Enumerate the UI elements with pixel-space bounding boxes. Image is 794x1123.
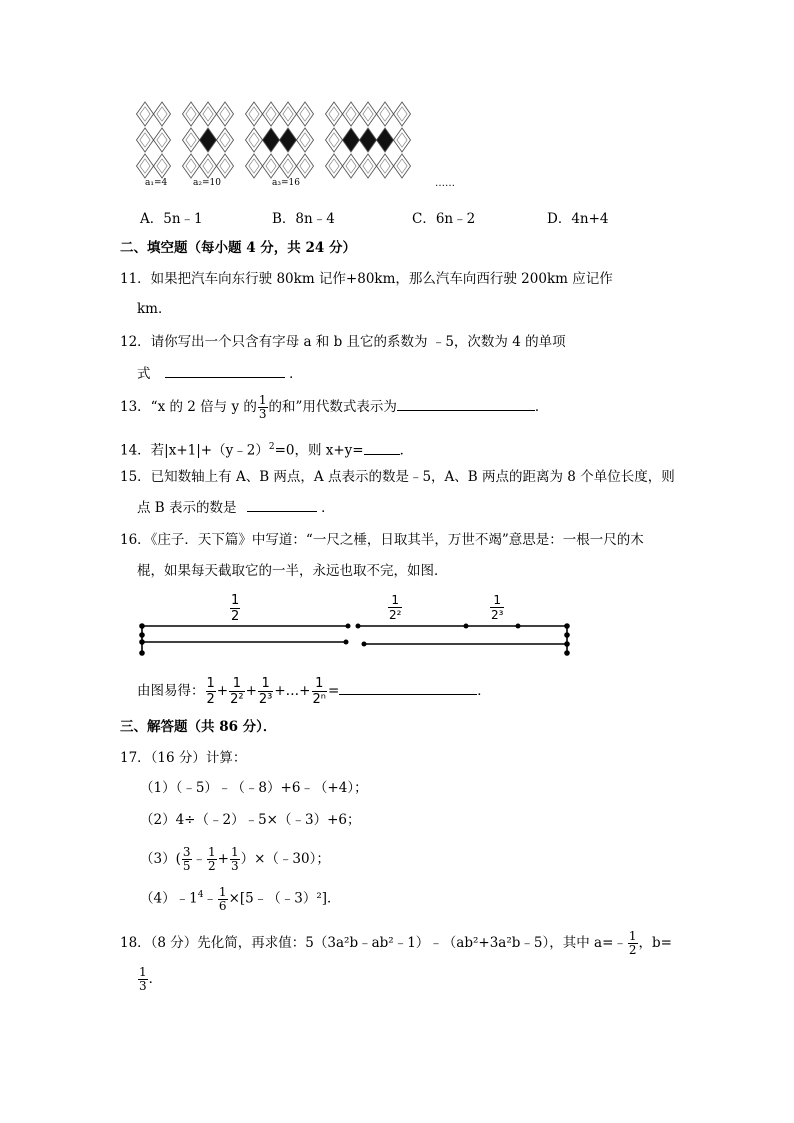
formula-suffix: ． bbox=[477, 683, 491, 699]
stick-dot bbox=[139, 639, 145, 645]
light-diamond bbox=[217, 128, 234, 152]
q18-a-frac: $\frac{1}{2}$ bbox=[628, 929, 637, 957]
q18-b-text: ，b= bbox=[638, 935, 672, 951]
q16-line2: 棍，如果每天截取它的一半，永远也取不完，如图． bbox=[137, 563, 448, 579]
option-d: D．4n+4 bbox=[547, 211, 609, 227]
q13-line bbox=[120, 394, 548, 421]
dark-diamond bbox=[200, 128, 217, 152]
q18-text: 18．（8 分）先化简，再求值：5（3a²b﹣ab²﹣1）﹣（ab²+3a²b﹣5），其中 a=﹣ bbox=[120, 935, 627, 951]
light-diamond bbox=[217, 102, 234, 126]
q17-part2: （2）4÷（﹣2）﹣5×（﹣3）+6； bbox=[140, 812, 361, 828]
seg-label-half: $\frac{1}{2}$ bbox=[231, 593, 240, 624]
light-diamond bbox=[297, 154, 314, 178]
light-diamond bbox=[377, 102, 394, 126]
option-c: C．6n﹣2 bbox=[412, 211, 476, 227]
light-diamond bbox=[280, 154, 297, 178]
light-diamond bbox=[217, 154, 234, 178]
pattern-ellipsis: …… bbox=[435, 178, 455, 189]
light-diamond bbox=[297, 102, 314, 126]
stick-dot bbox=[346, 624, 351, 629]
light-diamond bbox=[137, 102, 154, 126]
q17-p3-prefix: （3）( bbox=[140, 851, 181, 867]
pattern-label-a2: a₂=10 bbox=[193, 178, 221, 188]
formula-term-n: $\frac{1}{\text{2ⁿ}}$ bbox=[312, 676, 326, 707]
option-b: B．8n﹣4 bbox=[272, 211, 335, 227]
light-diamond bbox=[343, 154, 360, 178]
q17-p3-frac2: $\frac{1}{2}$ bbox=[208, 845, 216, 873]
q17-p4-suffix: ×[5﹣（﹣3）²]． bbox=[228, 890, 341, 907]
q17-title: 17．（16 分）计算： bbox=[120, 750, 247, 766]
light-diamond bbox=[137, 154, 154, 178]
stick-dot bbox=[344, 640, 349, 645]
q16-answer-blank[interactable] bbox=[339, 682, 477, 695]
q15-line1: 15．已知数轴上有 A、B 两点，A 点表示的数是﹣5，A、B 两点的距离为 8 个单位长度，则 bbox=[120, 469, 675, 485]
q12-suffix: ． bbox=[289, 366, 303, 382]
q15-line2 bbox=[137, 498, 335, 518]
light-diamond bbox=[154, 154, 171, 178]
light-diamond bbox=[200, 102, 217, 126]
light-diamond bbox=[394, 102, 411, 126]
q11-line1: 11．如果把汽车向东行驶 80km 记作+80km，那么汽车向西行驶 200km 应记作 bbox=[120, 271, 613, 287]
stick-dot bbox=[139, 623, 145, 629]
formula-term-3: $\frac{1}{\text{2³}}$ bbox=[258, 676, 273, 707]
q14-line bbox=[120, 437, 413, 461]
stick-dot bbox=[362, 642, 367, 647]
light-diamond bbox=[137, 128, 154, 152]
light-diamond bbox=[263, 102, 280, 126]
q16-formula: 由图易得： $\frac{1}{2}$ + $\frac{1}{\text{2²}}$ + $\frac{1}{\text{2³}}$ +…+ $\frac{1}{\text{2ⁿ}}$ = ． bbox=[137, 676, 491, 707]
q14-prefix: 14．若|x+1|+（y﹣2） bbox=[120, 442, 269, 459]
q17-part3: （3）( $\frac{3}{5}$ ﹣ $\frac{1}{2}$ + $\frac{1}{3}$ ）×（﹣30）； bbox=[140, 845, 330, 873]
q18-line2 bbox=[137, 962, 162, 996]
formula-dots: +…+ bbox=[274, 683, 311, 699]
q18-end: ． bbox=[148, 971, 163, 987]
stick-dot bbox=[464, 624, 469, 629]
q14-exponent: 2 bbox=[268, 442, 275, 452]
light-diamond bbox=[394, 128, 411, 152]
light-diamond bbox=[326, 102, 343, 126]
q18-b-frac: $\frac{1}{3}$ bbox=[139, 965, 147, 993]
q12-line1: 12．请你写出一个只含有字母 a 和 b 且它的系数为 ﹣5，次数为 4 的单项 bbox=[120, 334, 566, 350]
dark-diamond bbox=[343, 128, 360, 152]
q17-p3-frac1: $\frac{3}{5}$ bbox=[182, 845, 191, 873]
formula-prefix: 由图易得： bbox=[137, 683, 205, 699]
light-diamond bbox=[280, 102, 297, 126]
stick-dot bbox=[516, 624, 521, 629]
q17-p4-prefix: （4）﹣1 bbox=[140, 890, 198, 907]
q17-p4-exponent: 4 bbox=[197, 890, 204, 900]
section-3-title: 三、解答题（共 86 分）． bbox=[120, 719, 277, 735]
q13-fraction: $\frac{1}{3}$ bbox=[258, 393, 267, 421]
light-diamond bbox=[326, 128, 343, 152]
light-diamond bbox=[183, 154, 200, 178]
stick-dot bbox=[564, 632, 570, 638]
light-diamond bbox=[154, 102, 171, 126]
seg-label-quarter: $\frac{1}{\text{2²}}$ bbox=[389, 593, 402, 622]
q16-line1: 16．《庄子．天下篇》中写道：“一尺之棰，日取其半，万世不竭”意思是：一根一尺的木 bbox=[120, 532, 644, 548]
light-diamond bbox=[297, 128, 314, 152]
stick-dot bbox=[356, 624, 361, 629]
q17-p4-frac: $\frac{1}{6}$ bbox=[218, 884, 227, 913]
q17-p3-suffix: ）×（﹣30）； bbox=[240, 851, 330, 867]
q13-mid: 的和”用代数式表示为 bbox=[268, 399, 397, 415]
dark-diamond bbox=[263, 128, 280, 152]
light-diamond bbox=[183, 128, 200, 152]
q12-prefix: 式 bbox=[137, 366, 151, 382]
stick-dot bbox=[564, 623, 570, 629]
dark-diamond bbox=[377, 128, 394, 152]
light-diamond bbox=[246, 154, 263, 178]
q13-suffix: ． bbox=[534, 399, 549, 415]
q15-suffix: ． bbox=[321, 500, 335, 516]
stick-dot bbox=[564, 650, 570, 656]
dark-diamond bbox=[280, 128, 297, 152]
q12-line2 bbox=[137, 364, 303, 384]
q15-answer-blank[interactable] bbox=[247, 499, 317, 512]
q14-answer-blank[interactable] bbox=[364, 442, 400, 455]
diamond-pattern-figure bbox=[135, 100, 465, 200]
light-diamond bbox=[246, 102, 263, 126]
q13-prefix: 13．“x 的 2 倍与 y 的 bbox=[120, 399, 257, 415]
pattern-label-a3: a₃=16 bbox=[272, 178, 300, 188]
light-diamond bbox=[377, 154, 394, 178]
q14-mid: =0，则 x+y= bbox=[274, 442, 364, 459]
q12-answer-blank[interactable] bbox=[165, 365, 285, 378]
q11-line2: km． bbox=[137, 301, 172, 317]
stick-dot bbox=[564, 641, 570, 647]
seg-label-eighth: $\frac{1}{\text{2³}}$ bbox=[491, 593, 504, 622]
stick-halving-figure bbox=[130, 590, 580, 660]
q17-p3-frac3: $\frac{1}{3}$ bbox=[230, 845, 239, 873]
light-diamond bbox=[394, 154, 411, 178]
light-diamond bbox=[343, 102, 360, 126]
light-diamond bbox=[263, 154, 280, 178]
q18-line bbox=[120, 926, 672, 960]
stick-dot bbox=[139, 632, 145, 638]
light-diamond bbox=[183, 102, 200, 126]
light-diamond bbox=[200, 154, 217, 178]
q15-prefix: 点 B 表示的数是 bbox=[137, 500, 237, 516]
q17-part4: $(4)﹣1^4﹣$ $\frac{1}{6}$ ×[5﹣（﹣3）²]． bbox=[140, 884, 341, 913]
stick-dot bbox=[139, 650, 145, 656]
formula-equals: = bbox=[327, 683, 340, 699]
option-a: A．5n﹣1 bbox=[140, 211, 203, 227]
light-diamond bbox=[360, 102, 377, 126]
light-diamond bbox=[326, 154, 343, 178]
formula-term-1: $\frac{1}{2}$ bbox=[206, 676, 215, 707]
q14-suffix: ． bbox=[399, 442, 414, 459]
light-diamond bbox=[246, 128, 263, 152]
q13-answer-blank[interactable] bbox=[397, 398, 535, 411]
pattern-label-a1: a₁=4 bbox=[145, 178, 168, 188]
light-diamond bbox=[154, 128, 171, 152]
light-diamond bbox=[360, 154, 377, 178]
dark-diamond bbox=[360, 128, 377, 152]
formula-term-2: $\frac{1}{\text{2²}}$ bbox=[230, 676, 244, 707]
q17-part1: （1）（﹣5）﹣（﹣8）+6﹣（+4）； bbox=[140, 780, 368, 796]
section-2-title: 二、填空题（每小题 4 分，共 24 分） bbox=[120, 240, 356, 256]
